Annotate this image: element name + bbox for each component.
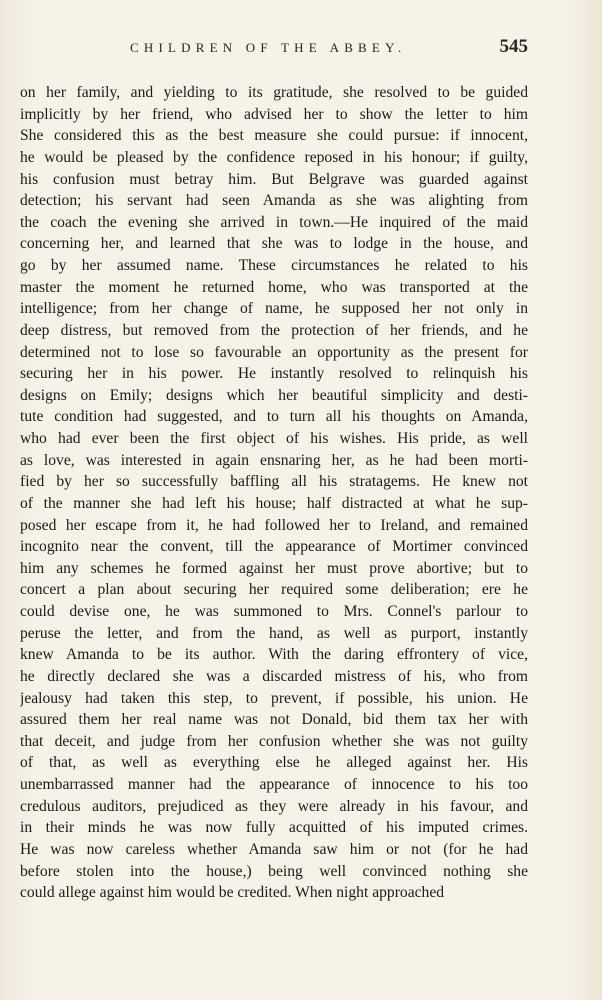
text-line: concert a plan about securing her required some deliberation; ere he <box>20 581 528 599</box>
text-line: concerning her, and learned that she was to lodge in the house, and <box>20 235 528 253</box>
text-line: determined not to lose so favourable an opportunity as the present for <box>20 343 528 361</box>
text-line: designs on Emily; designs which her beautiful simplicity and desti- <box>20 386 528 404</box>
text-line: who had ever been the first object of his wishes. His pride, as well <box>20 430 528 447</box>
text-line: securing her in his power. He instantly resolved to relinquish his <box>20 365 528 383</box>
text-line: before stolen into the house,) being well convinced nothing she <box>20 862 528 880</box>
text-line: the coach the evening she arrived in town.—He inquired of the maid <box>20 213 528 231</box>
body-text <box>20 82 528 904</box>
text-line: She considered this as the best measure she could pursue: if innocent, <box>20 127 528 145</box>
text-line: credulous auditors, prejudiced as they were already in his favour, and <box>20 797 528 815</box>
text-line: master the moment he returned home, who was transported at the <box>20 278 528 296</box>
text-line: tute condition had suggested, and to turn all his thoughts on Amanda, <box>20 408 528 426</box>
text-line: assured them her real name was not Donald, bid them tax her with <box>20 711 528 729</box>
page-number: 545 <box>499 36 528 57</box>
text-line: knew Amanda to be its author. With the daring effrontery of vice, <box>20 646 528 664</box>
text-line: could devise one, he was summoned to Mrs. Connel's parlour to <box>20 603 528 620</box>
text-line: unembarrassed manner had the appearance of innocence to his too <box>20 776 528 793</box>
text-line: deep distress, but removed from the protection of her friends, and he <box>20 321 528 339</box>
text-line: that deceit, and judge from her confusion whether she was not guilty <box>20 732 528 750</box>
text-line: fied by her so successfully baffling all his stratagems. He knew not <box>20 473 528 491</box>
text-line: incognito near the convent, till the appearance of Mortimer convinced <box>20 538 528 556</box>
text-line: he directly declared she was a discarded mistress of his, who from <box>20 667 528 685</box>
text-line: posed her escape from it, he had followed her to Ireland, and remained <box>20 516 528 534</box>
text-line: of the manner she had left his house; half distracted at what he sup- <box>20 494 528 512</box>
text-line: could allege against him would be credited. When night approached <box>20 884 445 902</box>
text-line: him any schemes he formed against her must prove abortive; but to <box>20 559 528 577</box>
text-line: go by her assumed name. These circumstances he related to his <box>20 257 528 274</box>
page-header <box>20 36 528 66</box>
text-line: on her family, and yielding to its gratitude, she resolved to be guided <box>20 84 528 101</box>
text-line: of that, as well as everything else he alleged against her. His <box>20 754 528 772</box>
text-line: peruse the letter, and from the hand, as well as purport, instantly <box>20 624 528 642</box>
text-line: intelligence; from her change of name, he supposed her not only in <box>20 300 528 318</box>
text-line: jealousy had taken this step, to prevent, if possible, his union. He <box>20 689 528 707</box>
text-line: he would be pleased by the confidence reposed in his honour; if guilty, <box>20 148 528 166</box>
text-line: detection; his servant had seen Amanda as she was alighting from <box>20 192 528 210</box>
text-line: He was now careless whether Amanda saw him or not (for he had <box>20 840 528 858</box>
text-line: in their minds he was now fully acquitted of his imputed crimes. <box>20 819 528 837</box>
text-line: implicitly by her friend, who advised her to show the letter to him <box>20 105 528 123</box>
text-line: his confusion must betray him. But Belgrave was guarded against <box>20 170 528 188</box>
running-head: CHILDREN OF THE ABBEY. <box>130 40 407 55</box>
text-line: as love, was interested in again ensnaring her, as he had been morti- <box>20 451 528 469</box>
